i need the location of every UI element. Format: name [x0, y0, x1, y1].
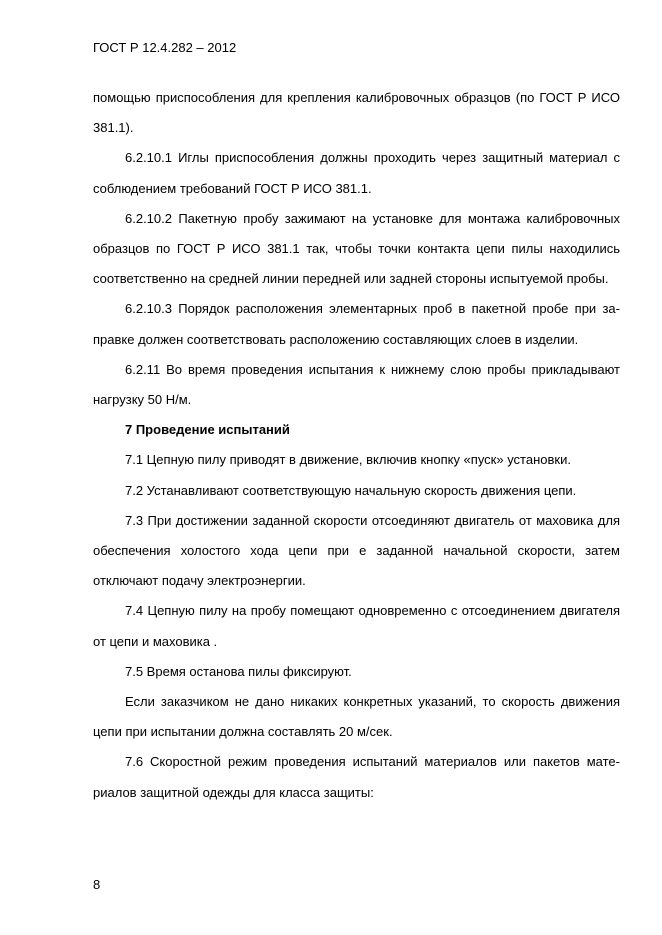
paragraph-7-1: 7.1 Цепную пилу приводят в движение, включив кнопку «пуск» установки. [125, 452, 571, 468]
document-header: ГОСТ Р 12.4.282 – 2012 [93, 40, 237, 55]
paragraph-6-2-10-2: 6.2.10.2 Пакетную пробу зажимают на установке для монтажа калибровочных образцов по ГОСТ Р ИСО 381.1 так, чтобы точки контакта цепи пилы находились соответственно на средней линии передней или задней стороны испытуемой пробы. [93, 210, 620, 287]
paragraph-7-4: 7.4 Цепную пилу на пробу помещают одновременно с отсоединением двигателя от цепи и маховика . [93, 603, 620, 649]
paragraph-7-5: 7.5 Время останова пилы фиксируют. [125, 663, 352, 679]
paragraph-7-3: 7.3 При достижении заданной скорости отсоединяют двигатель от маховика для обеспечения холостого хода цепи при е заданной начальной скорости, затем отключают подачу электроэнергии. [93, 512, 620, 589]
paragraph-continuation: помощью приспособления для крепления калибровочных образцов (по ГОСТ Р ИСО 381.1). [93, 90, 620, 136]
paragraph-7-6: 7.6 Скоростной режим проведения испытаний материалов или пакетов материалов защитной одежды для класса защиты: [93, 754, 620, 800]
paragraph-6-2-11: 6.2.11 Во время проведения испытания к нижнему слою пробы прикладывают нагрузку 50 Н/м. [93, 361, 620, 408]
paragraph-speed-note: Если заказчиком не дано никаких конкретных указаний, то скорость движения цепи при испытании должна составлять 20 м/сек. [93, 694, 620, 740]
paragraph-6-2-10-3: 6.2.10.3 Порядок расположения элементарных проб в пакетной пробе при заправке должен соответствовать расположению составляющих слоев в изделии. [93, 301, 620, 347]
document-body [93, 83, 620, 808]
page-number: 8 [93, 877, 101, 892]
paragraph-7-2: 7.2 Устанавливают соответствующую начальную скорость движения цепи. [125, 482, 577, 498]
section-heading-7: 7 Проведение испытаний [125, 422, 290, 438]
paragraph-6-2-10-1: 6.2.10.1 Иглы приспособления должны проходить через защитный материал с соблюдением требований ГОСТ Р ИСО 381.1. [93, 150, 620, 196]
